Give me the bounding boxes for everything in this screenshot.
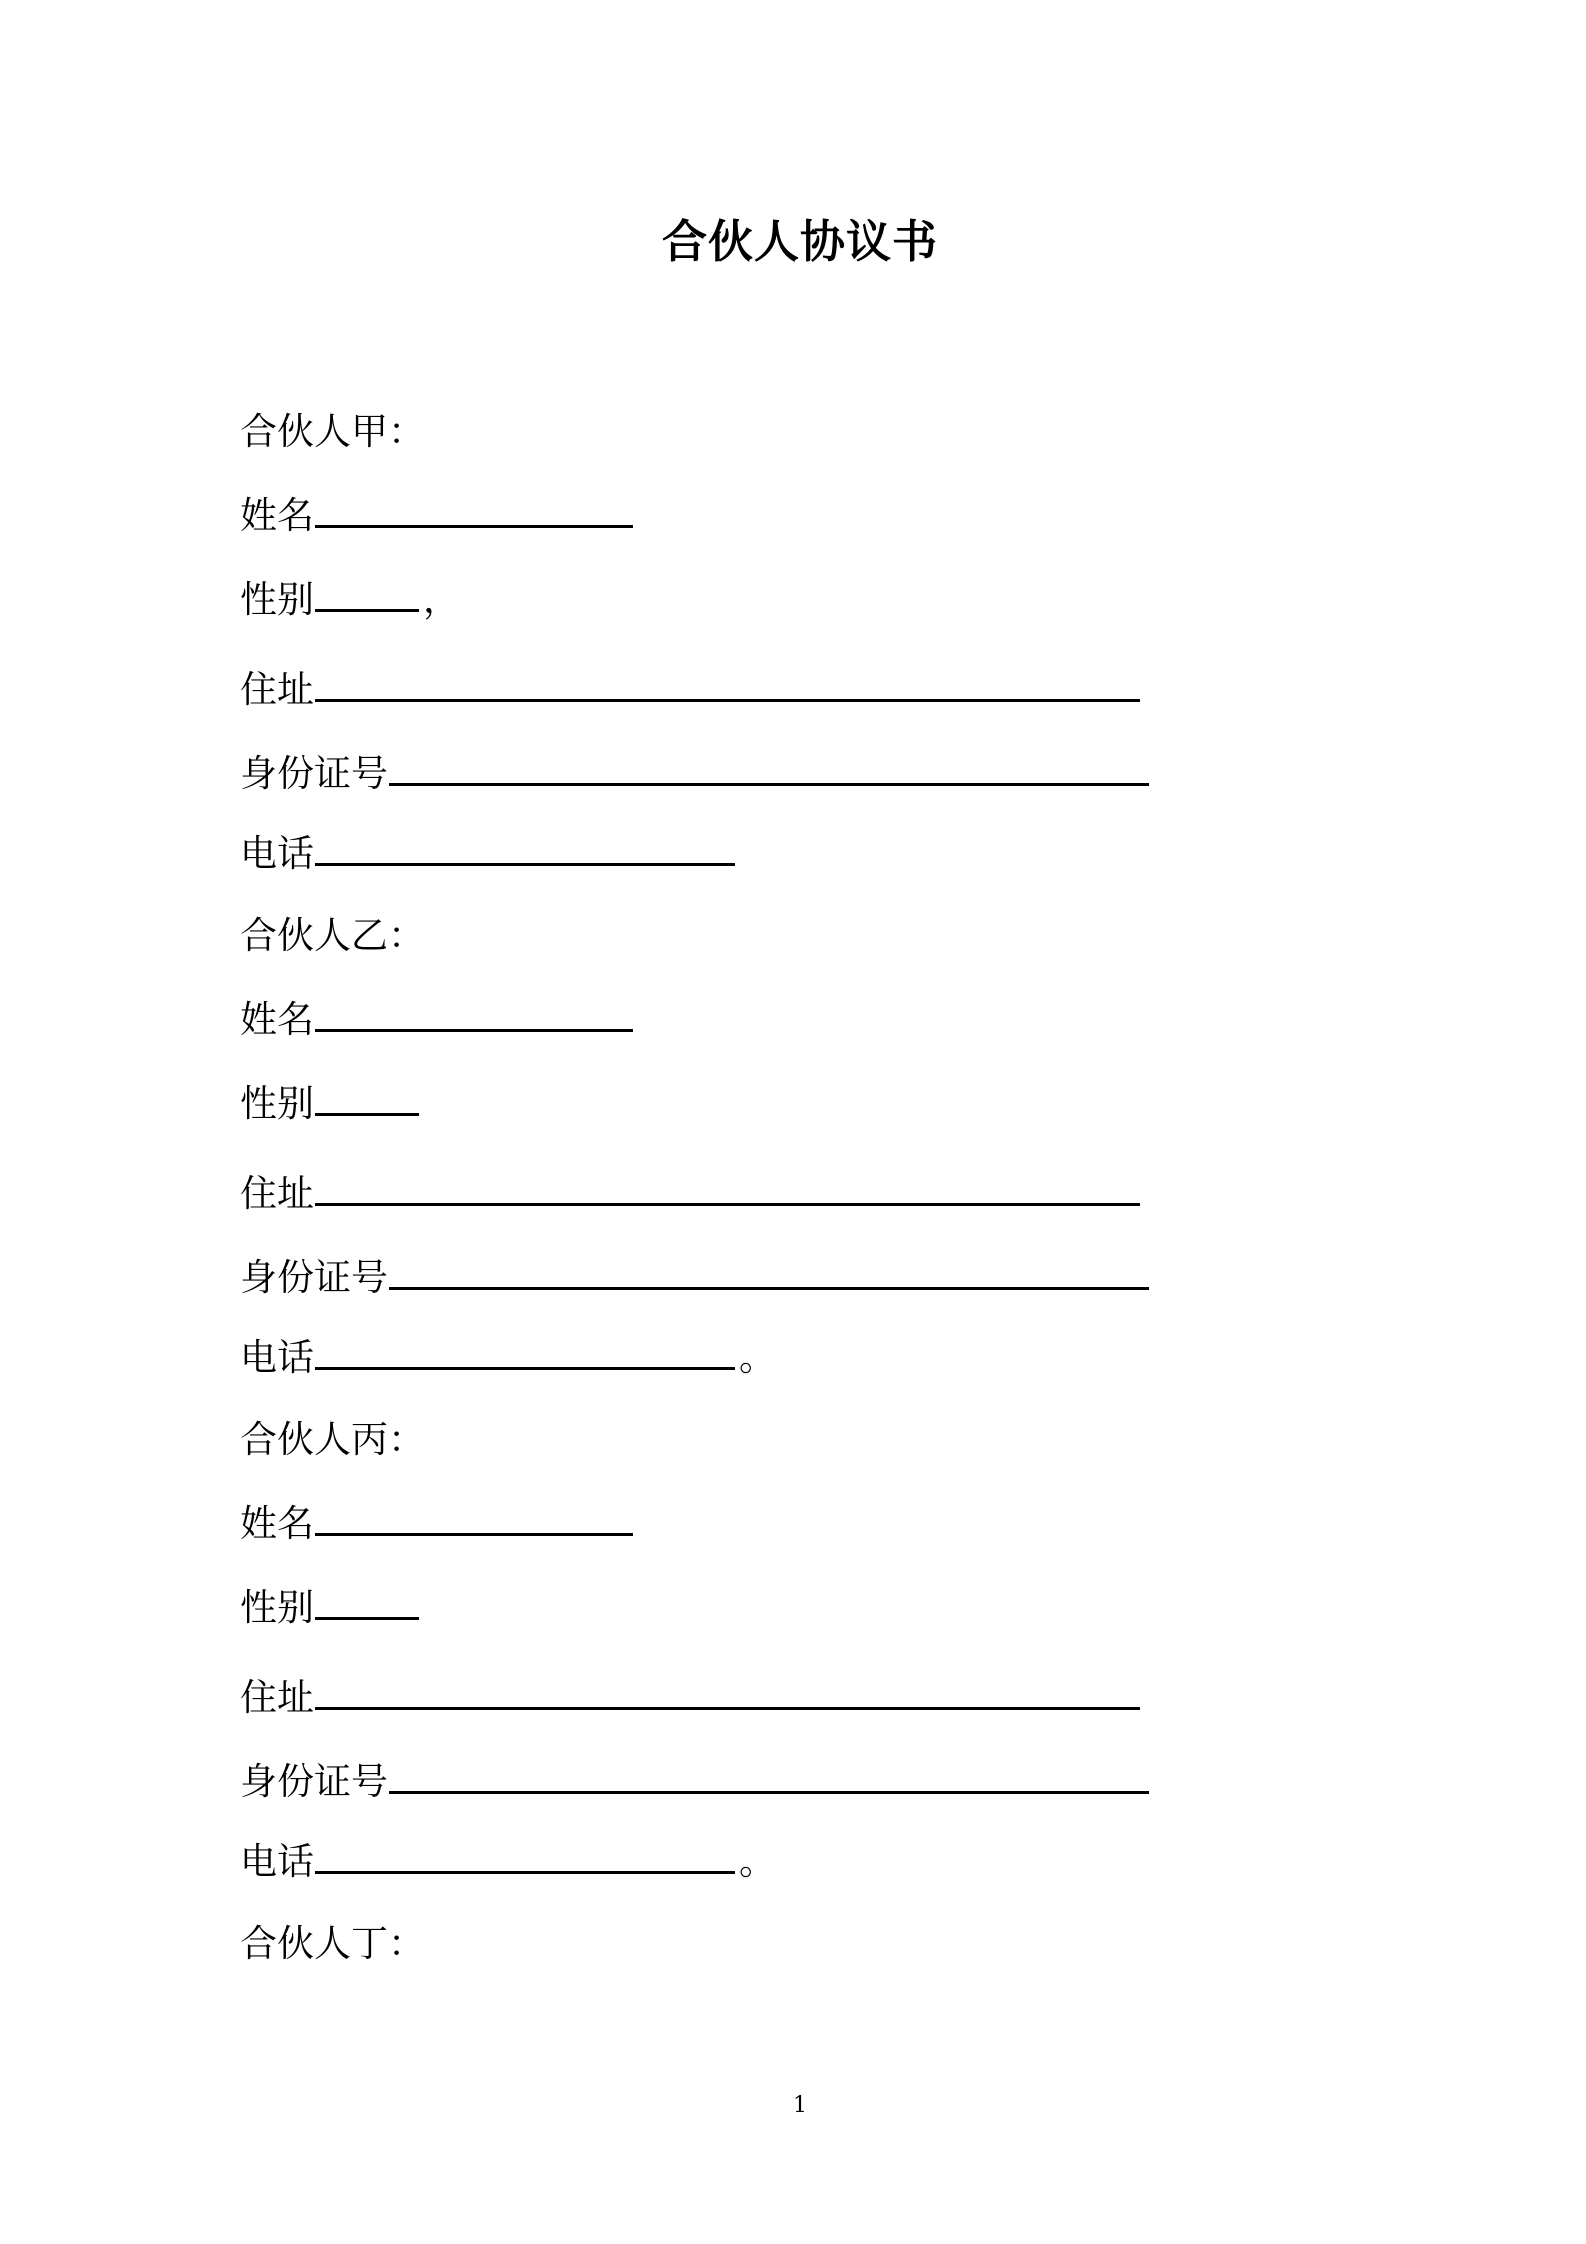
id-blank[interactable] (389, 1257, 1149, 1290)
partner-c-name-row (240, 1498, 633, 1550)
phone-label: 电话 (240, 1336, 314, 1379)
gender-label: 性别 (240, 578, 314, 621)
partner-b-phone-row (240, 1332, 776, 1384)
partner-heading-label: 合伙人乙： (240, 914, 425, 957)
phone-tail-punct: 。 (739, 1840, 776, 1883)
partner-c-gender-row (240, 1582, 423, 1634)
id-blank[interactable] (389, 753, 1149, 786)
address-label: 住址 (240, 1172, 314, 1215)
id-label: 身份证号 (240, 1760, 388, 1803)
name-blank[interactable] (315, 1503, 633, 1536)
address-label: 住址 (240, 668, 314, 711)
partner-b-heading (240, 910, 425, 962)
name-label: 姓名 (240, 494, 314, 537)
partner-a-heading (240, 406, 425, 458)
partner-heading-label: 合伙人甲： (240, 410, 425, 453)
phone-label: 电话 (240, 832, 314, 875)
name-label: 姓名 (240, 998, 314, 1041)
page-number: 1 (793, 2093, 807, 2118)
gender-blank[interactable] (315, 579, 419, 612)
gender-blank[interactable] (315, 1083, 419, 1116)
name-blank[interactable] (315, 495, 633, 528)
partner-c-phone-row (240, 1836, 776, 1888)
partner-b-address-row (240, 1168, 1140, 1220)
address-label: 住址 (240, 1676, 314, 1719)
partner-b-gender-row (240, 1078, 423, 1130)
gender-label: 性别 (240, 1586, 314, 1629)
address-blank[interactable] (315, 1677, 1140, 1710)
gender-label: 性别 (240, 1082, 314, 1125)
partner-heading-label: 合伙人丁： (240, 1922, 425, 1965)
id-label: 身份证号 (240, 752, 388, 795)
name-blank[interactable] (315, 999, 633, 1032)
name-label: 姓名 (240, 1502, 314, 1545)
address-blank[interactable] (315, 669, 1140, 702)
phone-blank[interactable] (315, 1841, 735, 1874)
phone-blank[interactable] (315, 833, 735, 866)
partner-c-address-row (240, 1672, 1140, 1724)
partner-c-heading (240, 1414, 425, 1466)
phone-tail-punct: 。 (739, 1336, 776, 1379)
address-blank[interactable] (315, 1173, 1140, 1206)
phone-blank[interactable] (315, 1337, 735, 1370)
id-blank[interactable] (389, 1761, 1149, 1794)
gender-blank[interactable] (315, 1587, 419, 1620)
partner-a-phone-row (240, 828, 739, 880)
partner-a-address-row (240, 664, 1140, 716)
partner-d-heading (240, 1918, 425, 1970)
document-title: 合伙人协议书 (661, 215, 938, 268)
partner-a-name-row (240, 490, 633, 542)
partner-b-name-row (240, 994, 633, 1046)
partner-c-id-row (240, 1756, 1149, 1808)
partner-a-id-row (240, 748, 1149, 800)
phone-label: 电话 (240, 1840, 314, 1883)
partner-heading-label: 合伙人丙： (240, 1418, 425, 1461)
partner-b-id-row (240, 1252, 1149, 1304)
id-label: 身份证号 (240, 1256, 388, 1299)
gender-tail-punct: ， (423, 578, 460, 621)
partner-a-gender-row (240, 574, 460, 626)
